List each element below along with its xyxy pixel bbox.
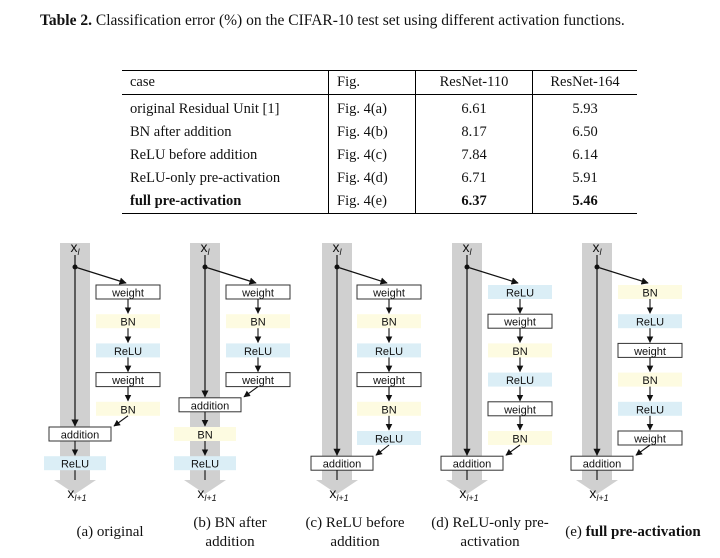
cell-case: full pre-activation [122,190,329,214]
relu-label: ReLU [374,433,404,446]
relu-label: ReLU [60,458,90,471]
sublabel-c: (c) ReLU before addition [305,515,405,550]
output-arrowhead [316,480,358,494]
cell-r110: 6.37 [416,190,533,214]
output-label: $x_{l+1}$ [197,485,217,503]
output-label: $x_{l+1}$ [329,485,349,503]
cell-r164: 6.14 [572,147,598,163]
bn-label: BN [512,345,528,358]
relu-label: ReLU [505,287,535,300]
results-table [122,70,637,214]
weight-label: weight [242,375,274,388]
cell-r164: 5.93 [572,101,598,117]
cell-case: BN after addition [122,121,329,144]
cell-fig: Fig. 4(b) [329,121,416,144]
header-case: case [122,71,329,95]
bn-label: BN [120,404,136,417]
cell-r110: 7.84 [416,144,533,167]
table-row [122,95,637,122]
weight-label: weight [373,375,405,388]
weight-label: weight [242,287,274,300]
table-row [122,167,637,190]
sublabel-a: (a) original [76,524,144,540]
table-header-row [122,71,637,95]
input-label: $x_l$ [332,239,342,257]
bn-label: BN [381,404,397,417]
weight-label: weight [504,404,536,417]
weight-label: weight [112,287,144,300]
merge-arrow [376,445,389,455]
residual-unit-diagrams [0,225,720,505]
sublabel-d: (d) ReLU-only pre-activation [431,515,549,550]
addition-label: addition [322,458,362,471]
relu-label: ReLU [635,316,665,329]
input-label: $x_l$ [592,239,602,257]
table-row [122,144,637,167]
header-fig: Fig. [329,71,416,95]
merge-arrow [114,416,128,426]
output-arrowhead [54,480,96,494]
output-label: $x_{l+1}$ [589,485,609,503]
merge-arrow [506,445,520,455]
bn-label: BN [197,429,213,442]
output-arrowhead [576,480,618,494]
merge-arrow [244,387,258,397]
cell-r164: 5.46 [572,193,598,209]
cell-case: original Residual Unit [1] [122,95,329,122]
bn-label: BN [250,316,266,329]
cell-case: ReLU-only pre-activation [122,167,329,190]
bn-label: BN [642,287,658,300]
output-arrowhead [446,480,488,494]
output-label: $x_{l+1}$ [459,485,479,503]
sublabel-b: (b) BN after addition [193,515,267,550]
input-label: $x_l$ [200,239,210,257]
weight-label: weight [634,433,666,446]
cell-fig: Fig. 4(a) [329,95,416,122]
bn-label: BN [512,433,528,446]
weight-label: weight [634,345,666,358]
cell-r164: 5.91 [572,170,598,186]
addition-label: addition [190,400,230,413]
cell-r110: 6.61 [416,95,533,122]
addition-label: addition [452,458,492,471]
relu-label: ReLU [635,404,665,417]
caption-text: Classification error (%) on the CIFAR-10 test set using different activation functions. [95,12,625,29]
input-label: $x_l$ [70,239,80,257]
sublabel-e: (e) full pre-activation [565,524,701,540]
cell-r164: 6.50 [572,124,598,140]
cell-case: ReLU before addition [122,144,329,167]
cell-fig: Fig. 4(d) [329,167,416,190]
caption-label: Table 2. [40,12,92,29]
bn-label: BN [381,316,397,329]
table-caption [40,10,710,32]
merge-arrow [636,445,650,455]
weight-label: weight [504,316,536,329]
relu-label: ReLU [243,345,273,358]
bn-label: BN [642,375,658,388]
cell-r110: 6.71 [416,167,533,190]
output-label: $x_{l+1}$ [67,485,87,503]
bn-label: BN [120,316,136,329]
header-resnet110: ResNet-110 [416,71,533,95]
weight-label: weight [112,375,144,388]
relu-label: ReLU [505,375,535,388]
addition-label: addition [582,458,622,471]
table-row [122,121,637,144]
cell-fig: Fig. 4(e) [329,190,416,214]
header-resnet164: ResNet-164 [550,74,620,90]
input-label: $x_l$ [462,239,472,257]
table-row-best [122,190,637,214]
cell-fig: Fig. 4(c) [329,144,416,167]
relu-label: ReLU [374,345,404,358]
relu-label: ReLU [113,345,143,358]
weight-label: weight [373,287,405,300]
output-arrowhead [184,480,226,494]
cell-r110: 8.17 [416,121,533,144]
relu-label: ReLU [190,458,220,471]
addition-label: addition [60,429,100,442]
